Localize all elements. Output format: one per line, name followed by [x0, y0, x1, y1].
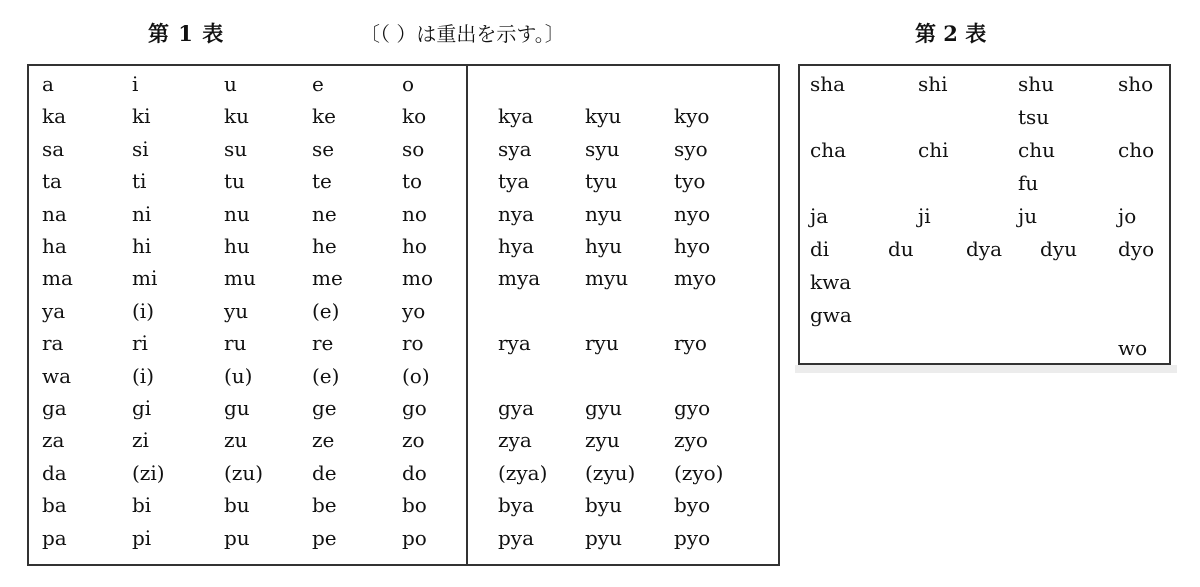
table1-cell: to	[402, 169, 423, 194]
table1-cell: pa	[42, 525, 67, 550]
table1-cell: hya	[498, 234, 535, 258]
table1-cell: syo	[674, 136, 708, 161]
table1-cell: (u)	[224, 363, 253, 388]
table1-cell: pe	[312, 525, 337, 550]
table1-cell: gya	[498, 396, 535, 420]
table2-cell: cho	[1118, 138, 1155, 162]
table1-cell: syu	[585, 136, 620, 161]
table2-cell: tsu	[1018, 105, 1050, 129]
table1-cell: e	[312, 72, 324, 96]
table1-cell: ki	[132, 104, 151, 129]
table1-cell: ne	[312, 201, 337, 226]
table1-cell: ha	[42, 234, 67, 258]
table1-cell: yu	[224, 298, 249, 323]
table1-cell: (i)	[132, 363, 155, 388]
table1-cell: tu	[224, 169, 245, 194]
table1-cell: (o)	[402, 363, 430, 388]
table1-cell: ri	[132, 331, 148, 356]
table1-cell: byu	[585, 493, 622, 518]
table1-cell: pu	[224, 525, 250, 550]
table1-cell: ku	[224, 104, 249, 129]
table1-cell: ryu	[585, 331, 619, 356]
table2-cell: wo	[1118, 336, 1148, 360]
table1-cell: rya	[498, 331, 531, 356]
table1	[27, 64, 780, 566]
table1-cell: ma	[42, 266, 73, 291]
table2-cell: di	[810, 237, 830, 261]
table1-cell: (e)	[312, 363, 340, 388]
table1-cell: zya	[498, 428, 532, 453]
table1-cell: myu	[585, 266, 629, 291]
table1-cell: gi	[132, 396, 152, 420]
table2-cell: gwa	[810, 303, 852, 327]
table1-cell: tyu	[585, 169, 618, 194]
table1-cell: u	[224, 72, 237, 96]
table1-cell: (zu)	[224, 460, 264, 485]
table1-cell: ryo	[674, 331, 707, 356]
table1-cell: kya	[498, 104, 534, 129]
table1-cell: da	[42, 460, 67, 485]
table1-cell: ge	[312, 396, 337, 420]
table2	[798, 64, 1171, 365]
table1-cell: pya	[498, 525, 535, 550]
table2-cell: chu	[1018, 138, 1055, 162]
table1-heading: 第 1 表	[148, 21, 225, 46]
table1-cell: (zyu)	[585, 460, 636, 485]
table1-cell: hyo	[674, 234, 711, 258]
table1-cell: me	[312, 266, 343, 291]
table1-cell: mu	[224, 266, 256, 291]
table1-cell: wa	[42, 363, 72, 388]
table1-cell: zi	[132, 428, 149, 453]
table1-cell: tya	[498, 169, 530, 194]
table1-cell: zo	[402, 428, 425, 453]
table1-cell: pyo	[674, 525, 711, 550]
table1-cell: su	[224, 136, 248, 161]
table1-cell: sya	[498, 136, 532, 161]
table1-cell: kyu	[585, 104, 622, 129]
table1-cell: bu	[224, 493, 250, 518]
table1-cell: (zyo)	[674, 460, 724, 485]
table1-cell: ya	[42, 298, 66, 323]
table2-cell: du	[888, 237, 914, 261]
table1-cell: ka	[42, 104, 67, 129]
table1-cell: be	[312, 493, 337, 518]
table1-cell: pi	[132, 525, 152, 550]
table1-cell: si	[132, 136, 149, 161]
table2-cell: kwa	[810, 270, 852, 294]
table1-cell: ho	[402, 234, 427, 258]
table1-cell: (zya)	[498, 460, 548, 485]
table1-cell: ni	[132, 201, 152, 226]
table1-cell: ra	[42, 331, 64, 356]
table1-cell: gyo	[674, 396, 711, 420]
table1-cell: nya	[498, 201, 535, 226]
table1-cell: ro	[402, 331, 424, 356]
table2-cell: dya	[966, 237, 1003, 261]
table1-cell: se	[312, 136, 335, 161]
table1-cell: gyu	[585, 396, 622, 420]
table1-cell: kyo	[674, 104, 710, 129]
table1-cell: i	[132, 72, 139, 96]
table1-cell: ko	[402, 104, 427, 129]
table1-cell: ti	[132, 169, 147, 194]
table1-cell: zu	[224, 428, 248, 453]
table1-cell: nu	[224, 201, 250, 226]
table1-cell: (zi)	[132, 460, 165, 485]
table1-cell: po	[402, 525, 427, 550]
table1-cell: te	[312, 169, 332, 194]
table1-note: 〔（ ）は重出を示す。〕	[360, 22, 565, 46]
table1-cell: mya	[498, 266, 541, 291]
table1-cell: na	[42, 201, 67, 226]
table1-cell: zyu	[585, 428, 620, 453]
table1-cell: o	[402, 72, 415, 96]
table1-divider	[466, 66, 468, 564]
table2-cell: dyo	[1118, 237, 1155, 261]
table1-cell: a	[42, 72, 54, 96]
table1-cell: yo	[402, 298, 426, 323]
table1-cell: ga	[42, 396, 67, 420]
table2-cell: chi	[918, 138, 949, 162]
table1-cell: ke	[312, 104, 336, 129]
table1-cell: hu	[224, 234, 250, 258]
table2-heading: 第 2 表	[915, 21, 987, 46]
table1-cell: re	[312, 331, 334, 356]
table1-cell: nyo	[674, 201, 711, 226]
table2-cell: dyu	[1040, 237, 1077, 261]
table1-cell: ba	[42, 493, 67, 518]
table1-cell: mo	[402, 266, 434, 291]
table1-cell: pyu	[585, 525, 622, 550]
table1-cell: he	[312, 234, 337, 258]
table1-cell: hyu	[585, 234, 623, 258]
table1-cell: byo	[674, 493, 711, 518]
table1-cell: ru	[224, 331, 247, 356]
table1-cell: bya	[498, 493, 535, 518]
table2-cell: cha	[810, 138, 847, 162]
table1-cell: hi	[132, 234, 152, 258]
table1-cell: do	[402, 460, 427, 485]
table1-cell: ta	[42, 169, 62, 194]
table2-cell: shu	[1018, 72, 1055, 96]
table2-cell: shi	[918, 72, 948, 96]
table1-cell: nyu	[585, 201, 623, 226]
table2-cell: jo	[1118, 204, 1137, 228]
table1-cell: bo	[402, 493, 427, 518]
table2-cell: sho	[1118, 72, 1154, 96]
table2-cell: fu	[1018, 171, 1039, 195]
table1-cell: myo	[674, 266, 717, 291]
table2-shadow	[795, 365, 1177, 373]
table1-cell: go	[402, 396, 427, 420]
table1-cell: (e)	[312, 298, 340, 323]
table1-cell: za	[42, 428, 65, 453]
table1-cell: ze	[312, 428, 335, 453]
table1-cell: zyo	[674, 428, 708, 453]
table2-cell: ji	[918, 204, 931, 228]
table2-cell: ja	[810, 204, 829, 228]
table2-cell: ju	[1018, 204, 1038, 228]
table1-cell: sa	[42, 136, 65, 161]
table1-cell: tyo	[674, 169, 706, 194]
table2-cell: sha	[810, 72, 846, 96]
table1-cell: de	[312, 460, 337, 485]
table1-cell: gu	[224, 396, 250, 420]
table1-cell: (i)	[132, 298, 155, 323]
table1-cell: bi	[132, 493, 152, 518]
table1-cell: so	[402, 136, 425, 161]
table1-cell: mi	[132, 266, 158, 291]
table1-cell: no	[402, 201, 427, 226]
